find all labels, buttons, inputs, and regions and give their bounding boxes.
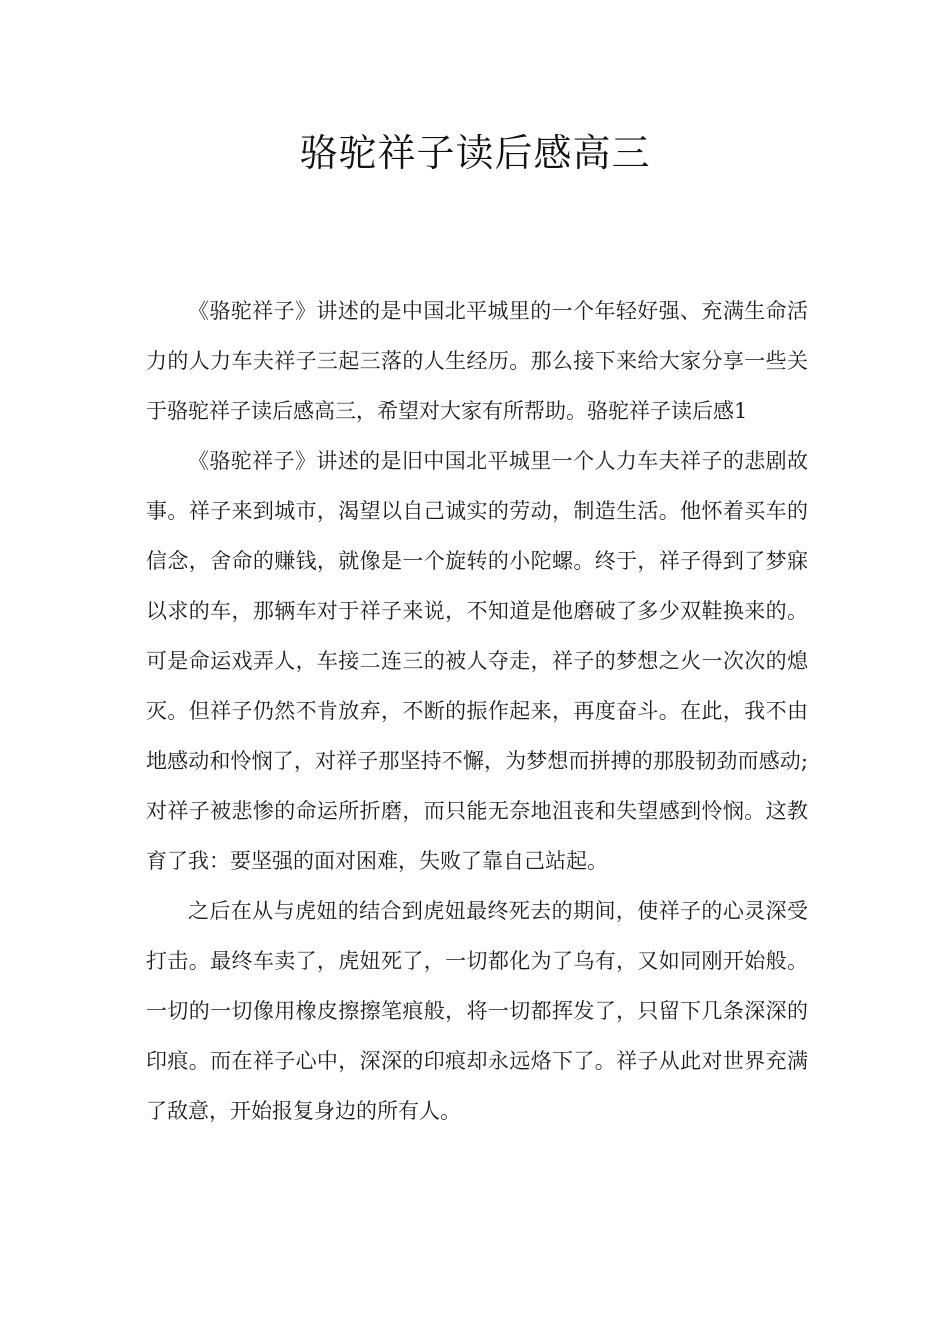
paragraph-huniu: 之后在从与虎妞的结合到虎妞最终死去的期间，使祥子的心灵深受打击。最终车卖了，虎妞死了，一切都化为了乌有，又如同刚开始般。一切的一切像用橡皮擦擦笔痕般，将一切都挥发了，只留下几条深深的印痕。而在祥子心中，深深的印痕却永远烙下了。祥子从此对世界充满了敌意，开始报复身边的所有人。 [146, 899, 808, 1123]
document-title: 骆驼祥子读后感高三 [299, 131, 651, 175]
document-body [146, 286, 808, 1136]
paragraph-story: 《骆驼祥子》讲述的是旧中国北平城里一个人力车夫祥子的悲剧故事。祥子来到城市，渴望以自己诚实的劳动，制造生活。他怀着买车的信念，舍命的赚钱，就像是一个旋转的小陀螺。终于，祥子得到了梦寐以求的车，那辆车对于祥子来说，不知道是他磨破了多少双鞋换来的。可是命运戏弄人，车接二连三的被人夺走，祥子的梦想之火一次次的熄灭。但祥子仍然不肯放弃，不断的振作起来，再度奋斗。在此，我不由地感动和怜悯了，对祥子那坚持不懈，为梦想而拼搏的那股韧劲而感动;对祥子被悲惨的命运所折磨，而只能无奈地沮丧和失望感到怜悯。这教育了我：要坚强的面对困难，失败了靠自己站起。 [146, 449, 808, 873]
paragraph-intro: 《骆驼祥子》讲述的是中国北平城里的一个年轻好强、充满生命活力的人力车夫祥子三起三落的人生经历。那么接下来给大家分享一些关于骆驼祥子读后感高三，希望对大家有所帮助。骆驼祥子读后感1 [146, 299, 808, 423]
